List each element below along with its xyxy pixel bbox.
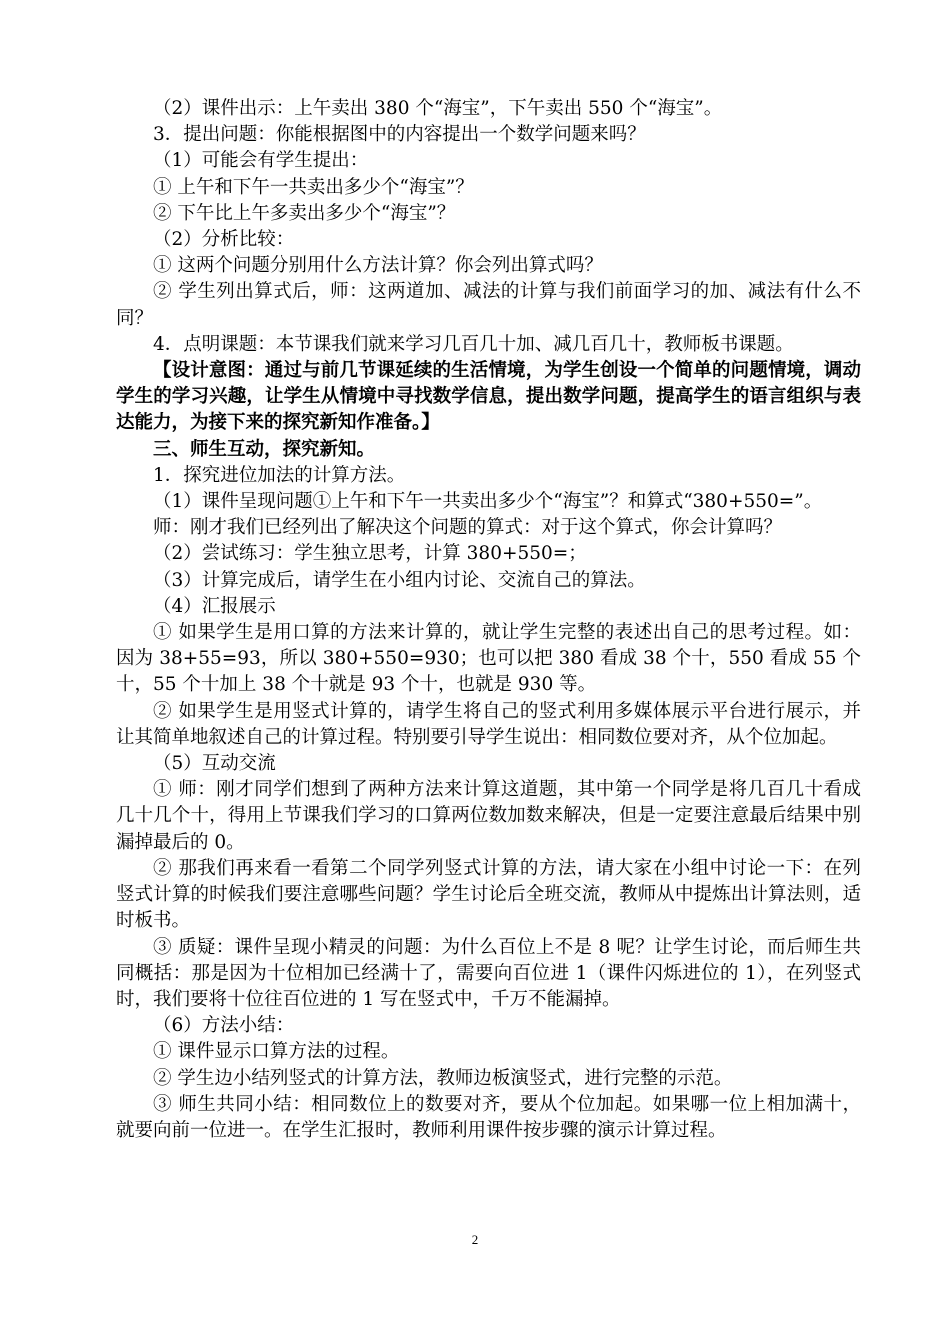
paragraph: 1．探究进位加法的计算方法。 <box>153 464 406 486</box>
paragraph: ② 学生边小结列竖式的计算方法，教师边板演竖式，进行完整的示范。 <box>153 1067 733 1089</box>
paragraph: （6）方法小结： <box>153 1015 295 1037</box>
paragraph: ③ 质疑：课件呈现小精灵的问题：为什么百位上不是 8 呢？让学生讨论，而后师生共同概括：那是因为十位相加已经满十了，需要向百位进 1（课件闪烁进位的 1），在列竖式时，我们要将十位往百位进的 1 写在竖式中，千万不能漏掉。 <box>116 936 861 1010</box>
paragraph: （1）可能会有学生提出： <box>153 150 369 172</box>
document-body <box>116 96 861 1144</box>
paragraph: ② 如果学生是用竖式计算的，请学生将自己的竖式利用多媒体展示平台进行展示，并让其简单地叙述自己的计算过程。特别要引导学生说出：相同数位要对齐，从个位加起。 <box>116 700 861 748</box>
paragraph: （1）课件呈现问题①上午和下午一共卖出多少个“海宝”？和算式“380+550=”。 <box>153 491 823 513</box>
paragraph: ① 师：刚才同学们想到了两种方法来计算这道题，其中第一个同学是将几百几十看成几十几个十，得用上节课我们学习的口算两位数加数来解决，但是一定要注意最后结果中别漏掉最后的 0。 <box>116 779 861 853</box>
paragraph: （4）汇报展示 <box>153 595 276 617</box>
paragraph: （2）尝试练习：学生独立思考，计算 380+550=； <box>153 543 587 565</box>
paragraph: （2）分析比较： <box>153 229 295 251</box>
paragraph: ② 学生列出算式后，师：这两道加、减法的计算与我们前面学习的加、减法有什么不同？ <box>116 281 861 329</box>
paragraph: （3）计算完成后，请学生在小组内讨论、交流自己的算法。 <box>153 569 646 591</box>
paragraph: （2）课件出示：上午卖出 380 个“海宝”，下午卖出 550 个“海宝”。 <box>153 98 723 119</box>
paragraph: ② 那我们再来看一看第二个同学列竖式计算的方法，请大家在小组中讨论一下：在列竖式计算的时候我们要注意哪些问题？学生讨论后全班交流，教师从中提炼出计算法则，适时板书。 <box>116 857 861 932</box>
paragraph: 3．提出问题：你能根据图中的内容提出一个数学问题来吗？ <box>153 124 646 146</box>
paragraph: 4．点明课题：本节课我们就来学习几百几十加、减几百几十，教师板书课题。 <box>153 333 794 355</box>
paragraph: 师：刚才我们已经列出了解决这个问题的算式：对于这个算式，你会计算吗？ <box>153 517 783 539</box>
paragraph: （5）互动交流 <box>153 753 276 775</box>
section-heading: 三、师生互动，探究新知。 <box>153 438 376 460</box>
paragraph: ① 上午和下午一共卖出多少个“海宝”？ <box>153 176 474 198</box>
design-intent-paragraph: 【设计意图：通过与前几节课延续的生活情境，为学生创设一个简单的问题情境，调动学生的学习兴趣，让学生从情境中寻找数学信息，提出数学问题，提高学生的语言组织与表达能力，为接下来的探究新知作准备。】 <box>116 360 861 434</box>
paragraph: ② 下午比上午多卖出多少个“海宝”？ <box>153 202 456 224</box>
paragraph: ① 这两个问题分别用什么方法计算？你会列出算式吗？ <box>153 255 603 277</box>
page-number: 2 <box>471 1232 479 1247</box>
paragraph: ① 如果学生是用口算的方法来计算的，就让学生完整的表述出自己的思考过程。如：因为 38+55=93，所以 380+550=930；也可以把 380 看成 38 个十，550 看成 55 个十，55 个十加上 38 个十就是 93 个十，也就是 930 等。 <box>116 622 861 696</box>
paragraph: ① 课件显示口算方法的过程。 <box>153 1041 400 1063</box>
paragraph: ③ 师生共同小结：相同数位上的数要对齐，要从个位加起。如果哪一位上相加满十，就要向前一位进一。在学生汇报时，教师利用课件按步骤的演示计算过程。 <box>116 1093 861 1141</box>
